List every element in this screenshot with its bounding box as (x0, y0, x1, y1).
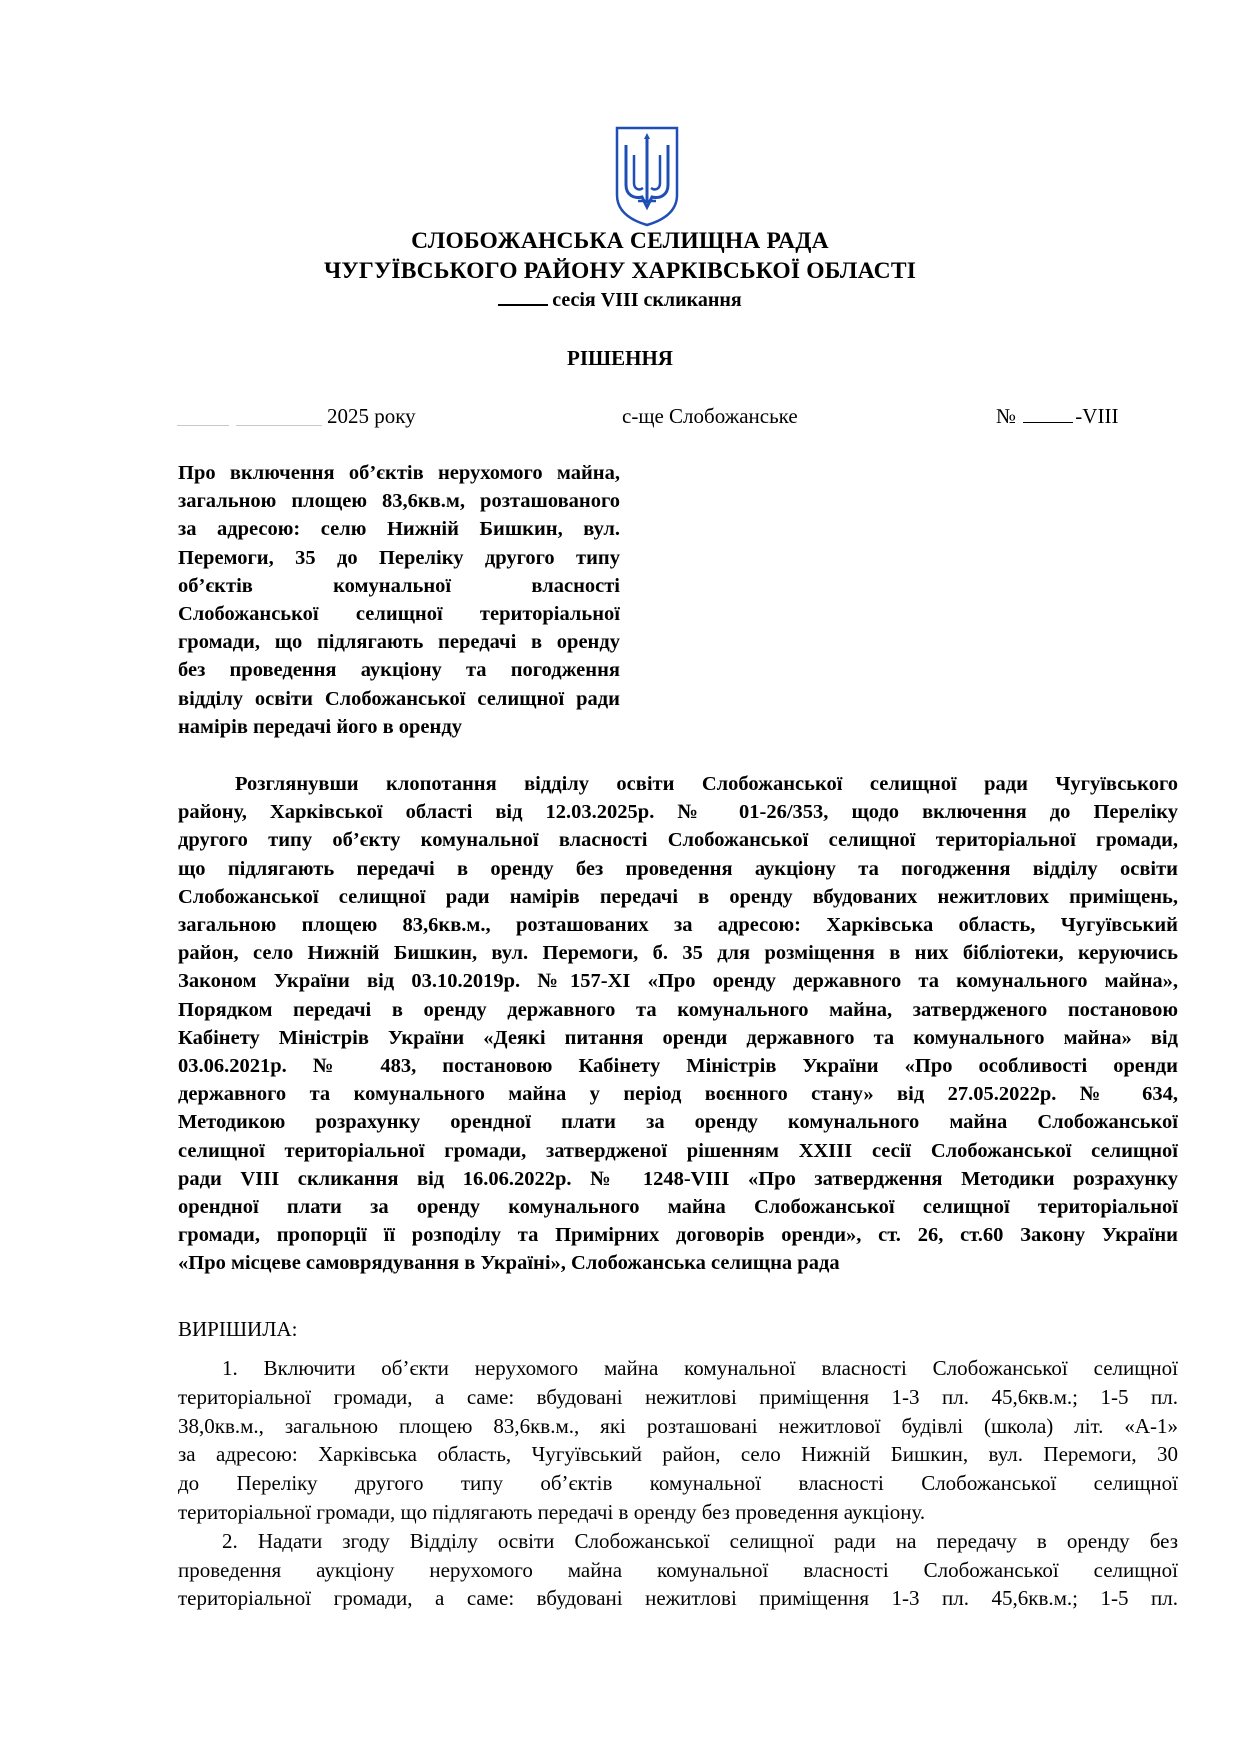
council-name: СЛОБОЖАНСЬКА СЕЛИЩНА РАДА (411, 228, 829, 254)
body-line: Слобожанської селищної ради намірів передачі в оренду вбудованих нежитлових приміщень, (178, 885, 1178, 908)
item-line: територіальної громади, а саме: вбудовані нежитлові приміщення 1-3 пл. 45,6кв.м.; 1-5 пл. (178, 1384, 1178, 1409)
item-line: територіальної громади, а саме: вбудовані нежитлові приміщення 1-3 пл. 45,6кв.м.; 1-5 пл. (178, 1586, 1178, 1611)
date-month-blank (236, 425, 322, 426)
session-line (0, 286, 1240, 314)
item-line: територіальної громади, що підлягають передачі в оренду без проведення аукціону. (178, 1499, 926, 1524)
body-line: Законом України від 03.10.2019р. №157-ХІ «Про оренду державного та комунального майна», (178, 970, 1178, 993)
decision-number (996, 402, 1118, 430)
body-line: район, село Нижній Бишкин, вул. Перемоги, б. 35 для розміщення в них бібліотеки, керуючись (178, 942, 1178, 965)
body-line: ради VIII скликання від 16.06.2022р. № 1248-VIII «Про затвердження Методики розрахунку (178, 1167, 1178, 1190)
body-line: району, Харківської області від 12.03.2025р. № 01-26/353, щодо включення до Переліку (178, 801, 1178, 824)
body-line: громади, пропорції її розподілу та Примірних договорів оренди», ст. 26, ст.60 Закону України (178, 1224, 1178, 1247)
body-line: загальною площею 83,6кв.м., розташованих за адресою: Харківська область, Чугуївський (178, 914, 1178, 937)
number-suffix: -VIII (1075, 404, 1119, 428)
date-day-blank (177, 425, 229, 426)
decision-place: с-ще Слобожанське (622, 404, 798, 428)
subject-line: об’єктів комунальної власності (178, 574, 620, 597)
body-line: орендної плати за оренду комунального майна Слобожанської селищної територіальної (178, 1196, 1178, 1219)
body-line: Кабінету Міністрів України «Деякі питання оренди державного та комунального майна» від (178, 1026, 1178, 1049)
session-label: сесія VIII скликання (552, 289, 742, 311)
subject-line: громади, що підлягають передачі в оренду (178, 631, 620, 654)
decision-subject (178, 459, 620, 741)
body-line: що підлягають передачі в оренду без проведення аукціону та погодження відділу освіти (178, 857, 1178, 880)
preamble-paragraph (178, 770, 1178, 1278)
body-line: державного та комунального майна у період воєнного стану» від 27.05.2022р. № 634, (178, 1083, 1178, 1106)
subject-line: загальною площею 83,6кв.м, розташованого (178, 490, 620, 513)
document-title: РІШЕННЯ (567, 346, 673, 370)
number-blank (1023, 404, 1073, 423)
number-prefix: № (996, 404, 1017, 428)
item-line: 2. Надати згоду Відділу освіти Слобожанської селищної ради на передачу в оренду без (222, 1528, 1178, 1553)
item-line: до Переліку другого типу об’єктів комунальної власності Слобожанської селищної (178, 1471, 1178, 1496)
body-line: Методикою розрахунку орендної плати за оренду комунального майна Слобожанської (178, 1111, 1178, 1134)
subject-line: намірів передачі його в оренду (178, 715, 462, 738)
subject-line: за адресою: селю Нижній Бишкин, вул. (178, 518, 620, 541)
subject-line: Про включення об’єктів нерухомого майна, (178, 462, 620, 484)
item-line: проведення аукціону нерухомого майна комунальної власності Слобожанської селищної (178, 1557, 1178, 1582)
subject-line: Слобожанської селищної територіальної (178, 603, 620, 626)
item-line: за адресою: Харківська область, Чугуївський район, село Нижній Бишкин, вул. Перемоги, 30 (178, 1442, 1178, 1467)
subject-line: Перемоги, 35 до Переліку другого типу (178, 546, 620, 569)
resolved-heading: ВИРІШИЛА: (178, 1317, 298, 1341)
item-line: 1. Включити об’єкти нерухомого майна комунальної власності Слобожанської селищної (222, 1356, 1178, 1380)
session-number-blank (498, 286, 548, 306)
body-line: селищної територіальної громади, затвердженої рішенням XXIII сесії Слобожанської селищної (178, 1139, 1178, 1162)
body-line: Порядком передачі в оренду державного та комунального майна, затвердженого постановою (178, 998, 1178, 1021)
subject-line: відділу освіти Слобожанської селищної ради (178, 687, 620, 710)
body-line: «Про місцеве самоврядування в Україні», Слобожанська селищна рада (178, 1252, 840, 1275)
coat-of-arms-icon (614, 125, 680, 227)
item-line: 38,0кв.м., загальною площею 83,6кв.м., які розташовані нежитлової будівлі (школа) літ. «А-1» (178, 1413, 1178, 1438)
body-line: Розглянувши клопотання відділу освіти Слобожанської селищної ради Чугуївського (235, 773, 1178, 795)
body-line: 03.06.2021р. № 483, постановою Кабінету Міністрів України «Про особливості оренди (178, 1055, 1178, 1078)
resolution-items (178, 1354, 1178, 1613)
subject-line: без проведення аукціону та погодження (178, 659, 620, 682)
decision-date: 2025 року (327, 404, 416, 428)
district-name: ЧУГУЇВСЬКОГО РАЙОНУ ХАРКІВСЬКОЇ ОБЛАСТІ (323, 258, 917, 284)
body-line: другого типу об’єкту комунальної власності Слобожанської селищної територіальної громади, (178, 829, 1178, 852)
